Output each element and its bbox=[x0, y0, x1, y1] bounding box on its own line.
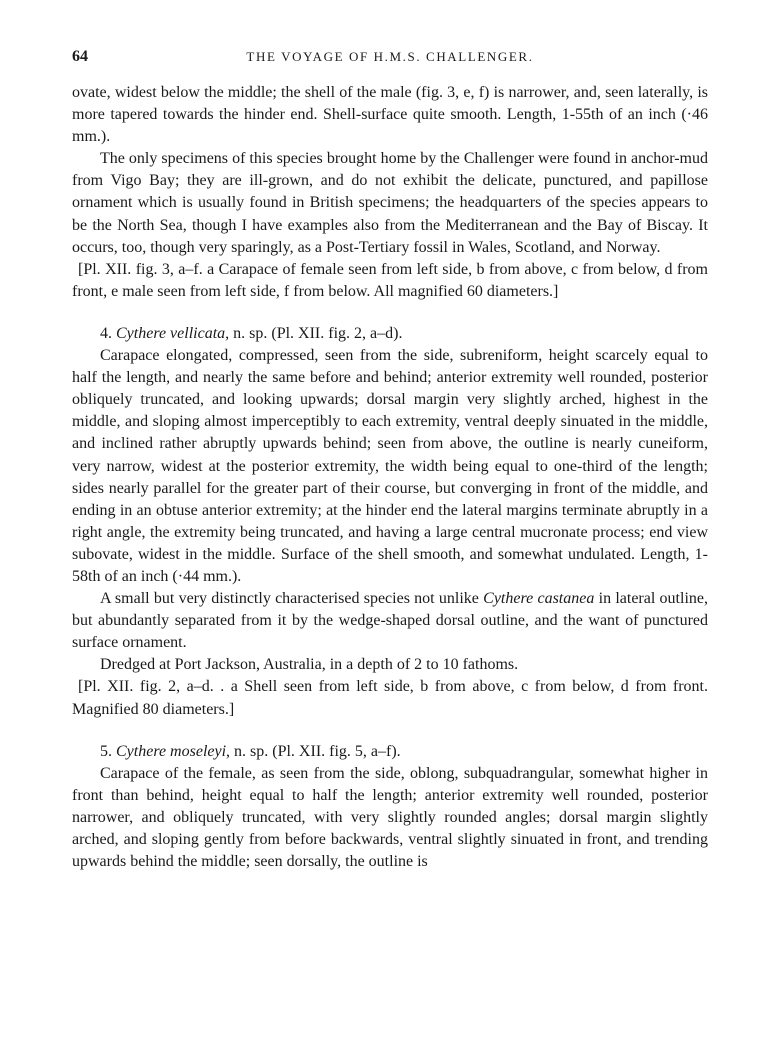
comparison-text-end: in lateral outline, but abundantly separated from it by the wedge-shaped dorsal outline, and the want of punctured surface ornament. bbox=[72, 590, 708, 652]
species-name: Cythere moseleyi bbox=[116, 742, 227, 760]
comparison-text: A small but very distinctly characterised species not unlike bbox=[100, 590, 484, 608]
species-heading-4 bbox=[72, 323, 708, 345]
paragraph-specimens: The only specimens of this species brought home by the Challenger were found in anchor-mud from Vigo Bay; they are ill-grown, and do not exhibit the delicate, punctured, and papillose ornament which is usually found in British specimens; the headquarters of the species appears to be the North Sea, though I have examples also from the Mediterranean and the Bay of Biscay. It occurs, too, though very sparingly, as a Post-Tertiary fossil in Wales, Scotland, and Norway. bbox=[72, 150, 708, 256]
species-4-description: Carapace elongated, compressed, seen from the side, subreniform, height scarcely equal to half the length, and nearly the same before and behind; anterior extremity well rounded, posterior obliquely truncated, and looking upwards; dorsal margin very slightly arched, highest in the middle, and sloping almost imperceptibly to each extremity, ventral deeply sinuated in the middle, and inclined rather abruptly upwards behind; seen from above, the outline is nearly cuneiform, very narrow, widest at the posterior extremity, the width being equal to one-third of the length; sides nearly parallel for the greater part of their course, but converging in front of the middle, and ending in an obtuse anterior extremity; at the hinder end the lateral margins terminate abruptly in a right angle, the extremity being truncated, and having a large central mucronate process; end view subovate, widest in the middle. Surface of the shell smooth, and somewhat undulated. Length, 1-58th of an inch (·44 mm.). bbox=[72, 347, 708, 585]
species-5-description: Carapace of the female, as seen from the side, oblong, subquadrangular, somewhat higher in front than behind, height equal to half the length; anterior extremity well rounded, posterior narrower, and obliquely truncated, with very slightly rounded angles; dorsal margin slightly arched, and sloping gently from before backwards, ventral slightly sinuated in front, and trending upwards behind the middle; seen dorsally, the outline is bbox=[72, 764, 708, 871]
section-gap bbox=[72, 721, 708, 741]
comparison-species-name: Cythere castanea bbox=[483, 590, 595, 608]
body-text bbox=[72, 82, 708, 873]
paragraph-continued: ovate, widest below the middle; the shell of the male (fig. 3, e, f) is narrower, and, seen laterally, is more tapered towards the hinder end. Shell-surface quite smooth. Length, 1-55th of an inch (·46 mm.). bbox=[72, 84, 708, 146]
section-gap bbox=[72, 303, 708, 323]
page-header bbox=[72, 48, 708, 72]
page-number: 64 bbox=[72, 48, 88, 65]
species-4-comparison bbox=[72, 588, 708, 654]
plate-reference-fig3: [Pl. XII. fig. 3, a–f. a Carapace of female seen from left side, b from above, c from below, d from front, e male seen from left side, f from below. All magnified 60 diameters.] bbox=[72, 260, 708, 300]
species-number: 5. bbox=[100, 742, 112, 760]
running-head: THE VOYAGE OF H.M.S. CHALLENGER. bbox=[246, 49, 534, 64]
species-heading-rest: , n. sp. (Pl. XII. fig. 2, a–d). bbox=[225, 324, 403, 342]
species-name: Cythere vellicata bbox=[116, 324, 226, 342]
plate-reference-fig2: [Pl. XII. fig. 2, a–d. . a Shell seen from left side, b from above, c from below, d from front. Magnified 80 diameters.] bbox=[72, 678, 708, 718]
species-heading-rest: , n. sp. (Pl. XII. fig. 5, a–f). bbox=[226, 742, 401, 760]
species-4-locality: Dredged at Port Jackson, Australia, in a depth of 2 to 10 fathoms. bbox=[100, 656, 519, 674]
species-number: 4. bbox=[100, 324, 112, 342]
species-heading-5 bbox=[72, 741, 708, 763]
